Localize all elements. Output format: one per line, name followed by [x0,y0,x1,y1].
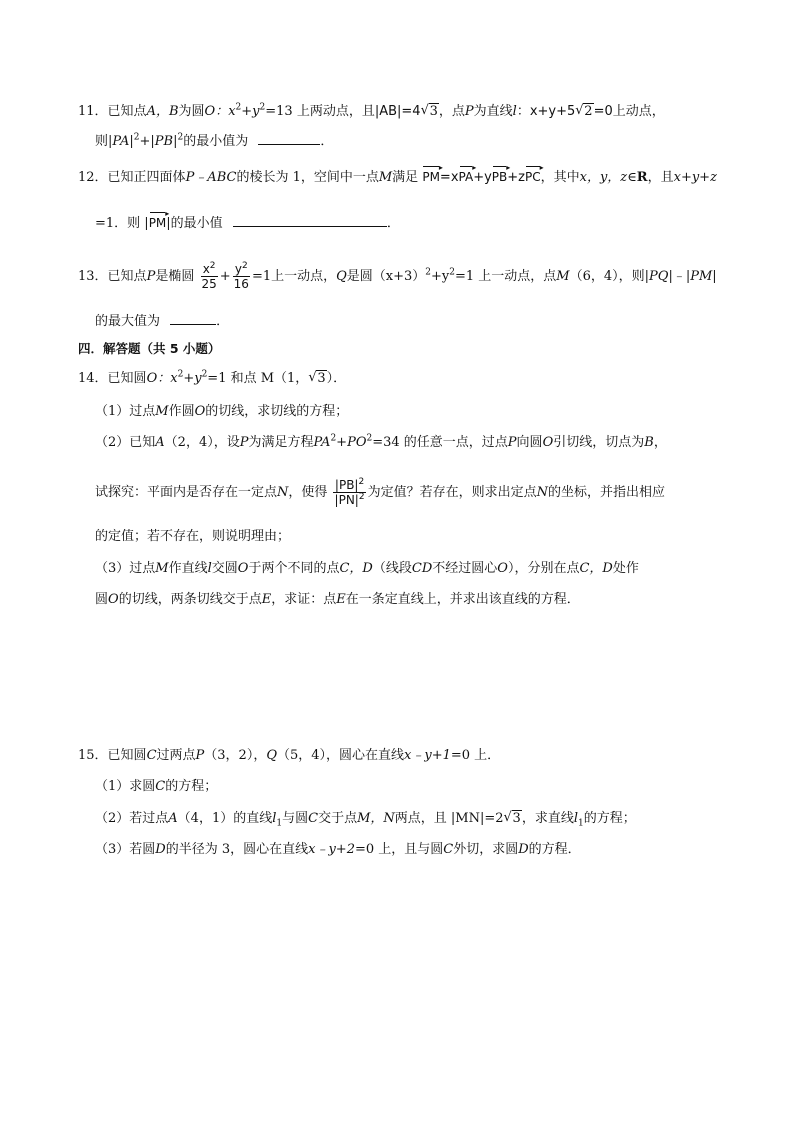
section-heading: 四．解答题（共 5 小题） [78,341,221,356]
q14-sub2-line2: 试探究：平面内是否存在一定点N，使得 $\frac{|PB|^2}{|PN|^2}$ 为定值？若存在，则求出定点N的坐标，并指出相应 [95,477,665,507]
q13-line2: 的最大值为 ． [95,314,230,329]
q11-line1: 11．已知点A，B为圆O：$x^2+y^2=13$ 上两动点，且|AB|=4√ 3，点P为直线l：x+y+5√ 2=0上动点， [78,103,665,121]
sqrt-symbol: √ 3 [308,370,326,388]
fraction-x2-25: $\frac{x^2}{25}$ [201,261,217,291]
q14-sub1: （1）过点M作圆O的切线，求切线的方程； [95,404,349,419]
q13-line1: 13．已知点P是椭圆 $\frac{x^2}{25}$ + $\frac{y^2}{16}$ =1上一动点，Q是圆$(x+3)^2+y^2=1$ 上一动点，点M（6，4），则|PQ|﹣|PM| [78,261,717,291]
fraction-pb-pn: $\frac{|PB|^2}{|PN|^2}$ [334,477,365,507]
vector-pm: ▸ PM [149,214,167,232]
vector-pc: ▸ PC [525,168,541,186]
vector-pm: ▸ PM [422,168,440,186]
sqrt-symbol: √ 3 [421,103,439,121]
q14-line1: 14．已知圆O：$x^2+y^2=1$ 和点 M（1，√ 3）． [78,370,346,388]
answer-blank[interactable] [258,132,320,145]
q12-number: 12． [78,170,108,185]
q13-number: 13． [78,269,108,284]
answer-blank[interactable] [233,214,387,227]
sqrt-symbol: √ 3 [504,810,522,828]
vector-pa: ▸ PA [459,168,474,186]
fraction-y2-16: $\frac{y^2}{16}$ [233,261,249,291]
q12-line1: 12．已知正四面体P﹣ABC的棱长为 1，空间中一点M满足 ▸ PM=x▸ PA+y▸ PB+z▸ PC，其中x，y，z∈R，且x+y+z [78,168,717,187]
vector-pb: ▸ PB [492,168,507,186]
answer-blank[interactable] [170,312,216,325]
q14-sub2: （2）已知A（2，4），设P为满足方程$PA^2+PO^2=34$ 的任意一点，过点P向圆O引切线，切点为B， [95,433,667,450]
q14-number: 14． [78,371,108,386]
q11-line2: 则$|PA|^2+|PB|^2$的最小值为 ． [95,132,334,149]
q15-sub2: （2）若过点A（4，1）的直线$l_1$与圆C交于点M，N两点，且 |MN|=2√ 3，求直线$l_1$的方程； [95,810,636,828]
q15-number: 15． [78,748,108,763]
q14-sub3: （3）过点M作直线l交圆O于两个不同的点C，D（线段CD不经过圆心O），分别在点C，D处作 [95,561,639,576]
q14-sub3-line2: 圆O的切线，两条切线交于点E，求证：点E在一条定直线上，并求出该直线的方程． [95,592,580,607]
q15-line1: 15．已知圆C过两点P（3，2），Q（5，4），圆心在直线x﹣y+1=0 上． [78,748,501,763]
q14-sub2-line3: 的定值；若不存在，则说明理由； [95,529,291,544]
q12-line2: =1．则 |▸ PM|的最小值 ． [95,214,400,233]
q11-number: 11． [78,104,108,119]
q15-sub3: （3）若圆D的半径为 3，圆心在直线x﹣y+2=0 上，且与圆C外切，求圆D的方程． [95,842,581,857]
q15-sub1: （1）求圆C的方程； [95,779,218,794]
sqrt-symbol: √ 2 [575,103,593,121]
